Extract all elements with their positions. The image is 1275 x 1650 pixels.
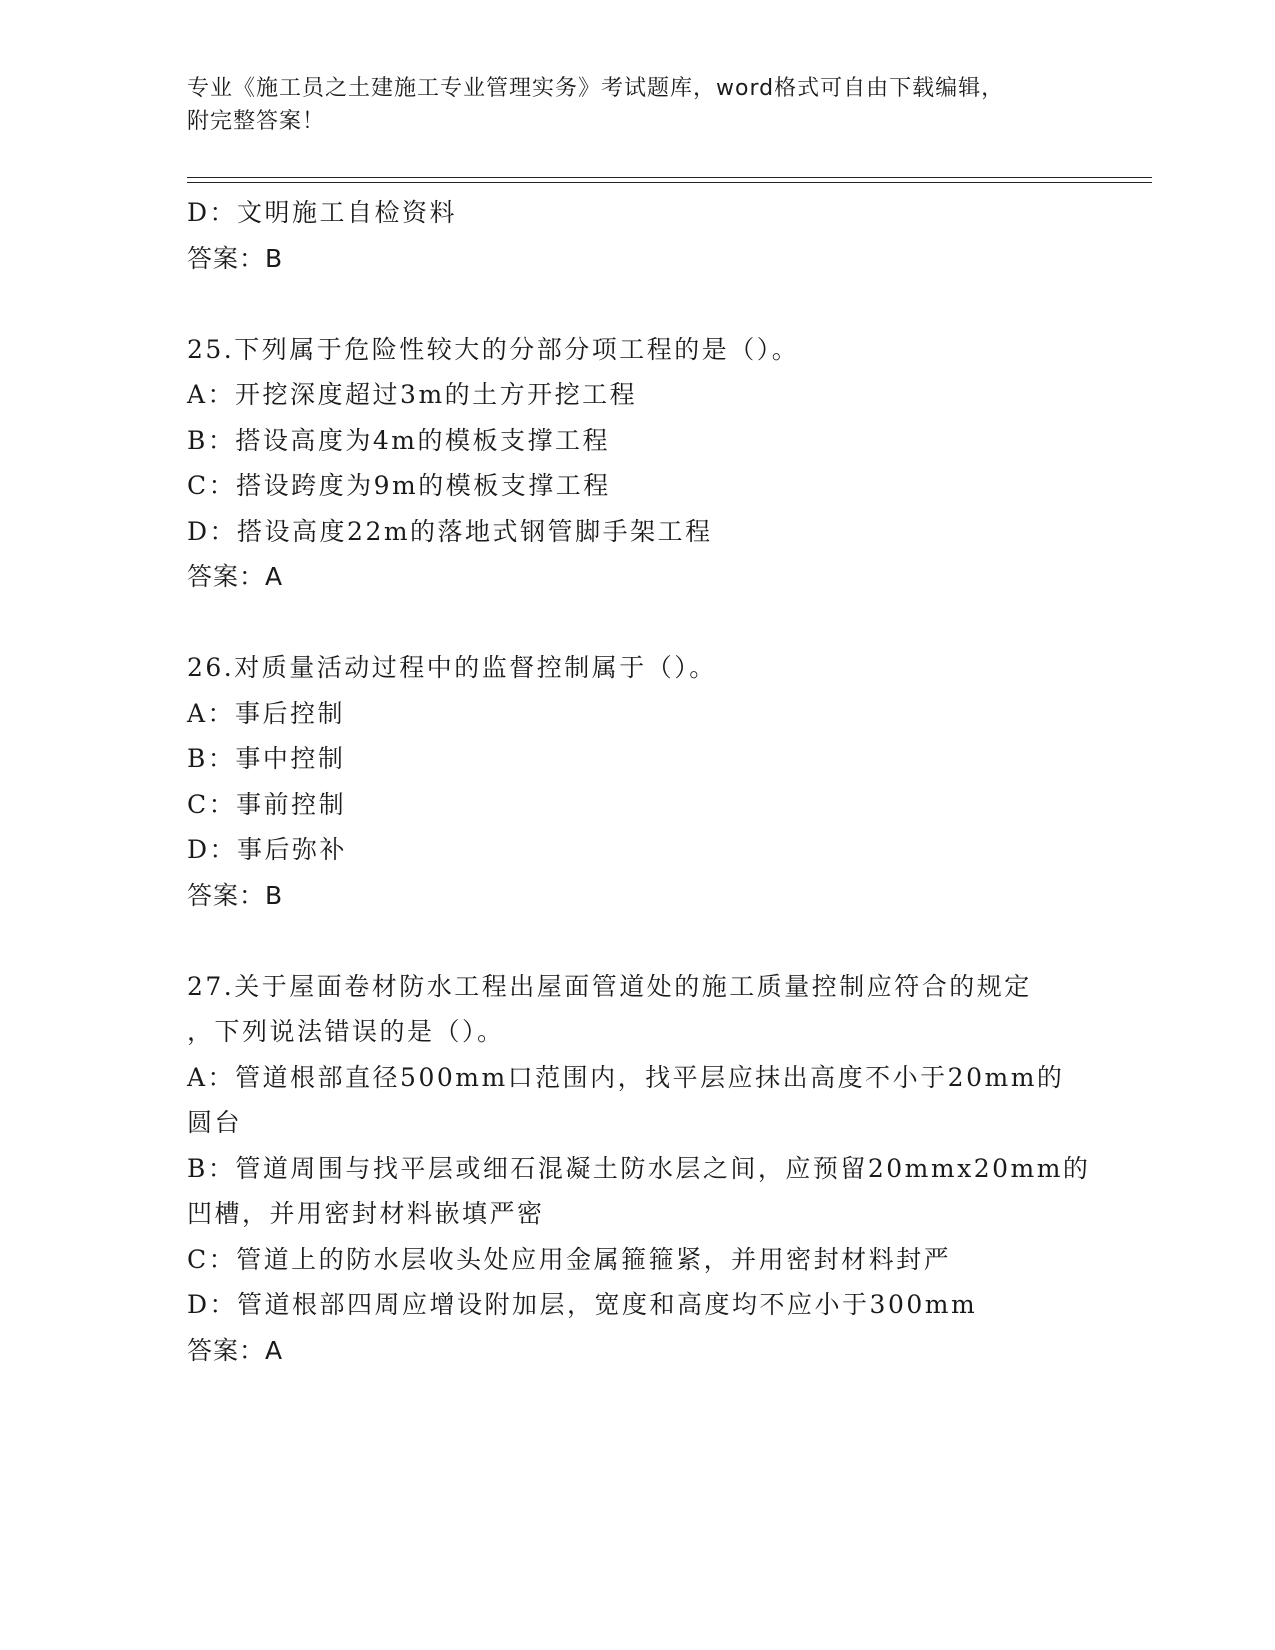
option-b-line-2: 凹槽，并用密封材料嵌填严密 bbox=[187, 1199, 545, 1228]
document-header bbox=[187, 72, 1067, 138]
question-25 bbox=[187, 327, 1107, 600]
question-stem-line-1: 27.关于屋面卷材防水工程出屋面管道处的施工质量控制应符合的规定 bbox=[187, 971, 1032, 1001]
option-d: D：文明施工自检资料 bbox=[187, 198, 458, 227]
question-27 bbox=[187, 964, 1107, 1374]
question-stem-line-2: ，下列说法错误的是（）。 bbox=[187, 1017, 505, 1046]
header-line-2: 附完整答案！ bbox=[187, 109, 326, 134]
option-d: D：搭设高度22m的落地式钢管脚手架工程 bbox=[187, 516, 713, 546]
option-c: C：事前控制 bbox=[187, 789, 347, 819]
option-d: D：管道根部四周应增设附加层，宽度和高度均不应小于300mm bbox=[187, 1290, 978, 1319]
answer-line: 答案：B bbox=[187, 243, 284, 273]
header-line-1: 专业《施工员之土建施工专业管理实务》考试题库，word格式可自由下载编辑， bbox=[187, 76, 1005, 101]
option-a-line-2: 圆台 bbox=[187, 1108, 243, 1137]
option-a: A：开挖深度超过3m的土方开挖工程 bbox=[187, 380, 638, 409]
header-rule-bottom bbox=[187, 182, 1152, 183]
question-24-tail bbox=[187, 190, 1107, 281]
option-c: C：管道上的防水层收头处应用金属箍箍紧，并用密封材料封严 bbox=[187, 1244, 952, 1274]
option-b-line-1: B：管道周围与找平层或细石混凝土防水层之间，应预留20mmx20mm的 bbox=[187, 1153, 1091, 1183]
option-b: B：事中控制 bbox=[187, 744, 346, 773]
option-c: C：搭设跨度为9m的模板支撑工程 bbox=[187, 471, 611, 500]
answer-line: 答案：B bbox=[187, 880, 284, 910]
option-a: A：事后控制 bbox=[187, 698, 346, 728]
question-list bbox=[187, 190, 1107, 1373]
question-stem: 25.下列属于危险性较大的分部分项工程的是（）。 bbox=[187, 334, 800, 364]
option-d: D：事后弥补 bbox=[187, 835, 348, 864]
option-a-line-1: A：管道根部直径500mm口范围内，找平层应抹出高度不小于20mm的 bbox=[187, 1062, 1065, 1092]
option-b: B：搭设高度为4m的模板支撑工程 bbox=[187, 425, 610, 455]
question-stem: 26.对质量活动过程中的监督控制属于（）。 bbox=[187, 653, 717, 682]
question-26 bbox=[187, 645, 1107, 918]
answer-line: 答案：A bbox=[187, 1335, 284, 1365]
answer-line: 答案：A bbox=[187, 562, 284, 591]
header-rule-top bbox=[187, 177, 1152, 178]
